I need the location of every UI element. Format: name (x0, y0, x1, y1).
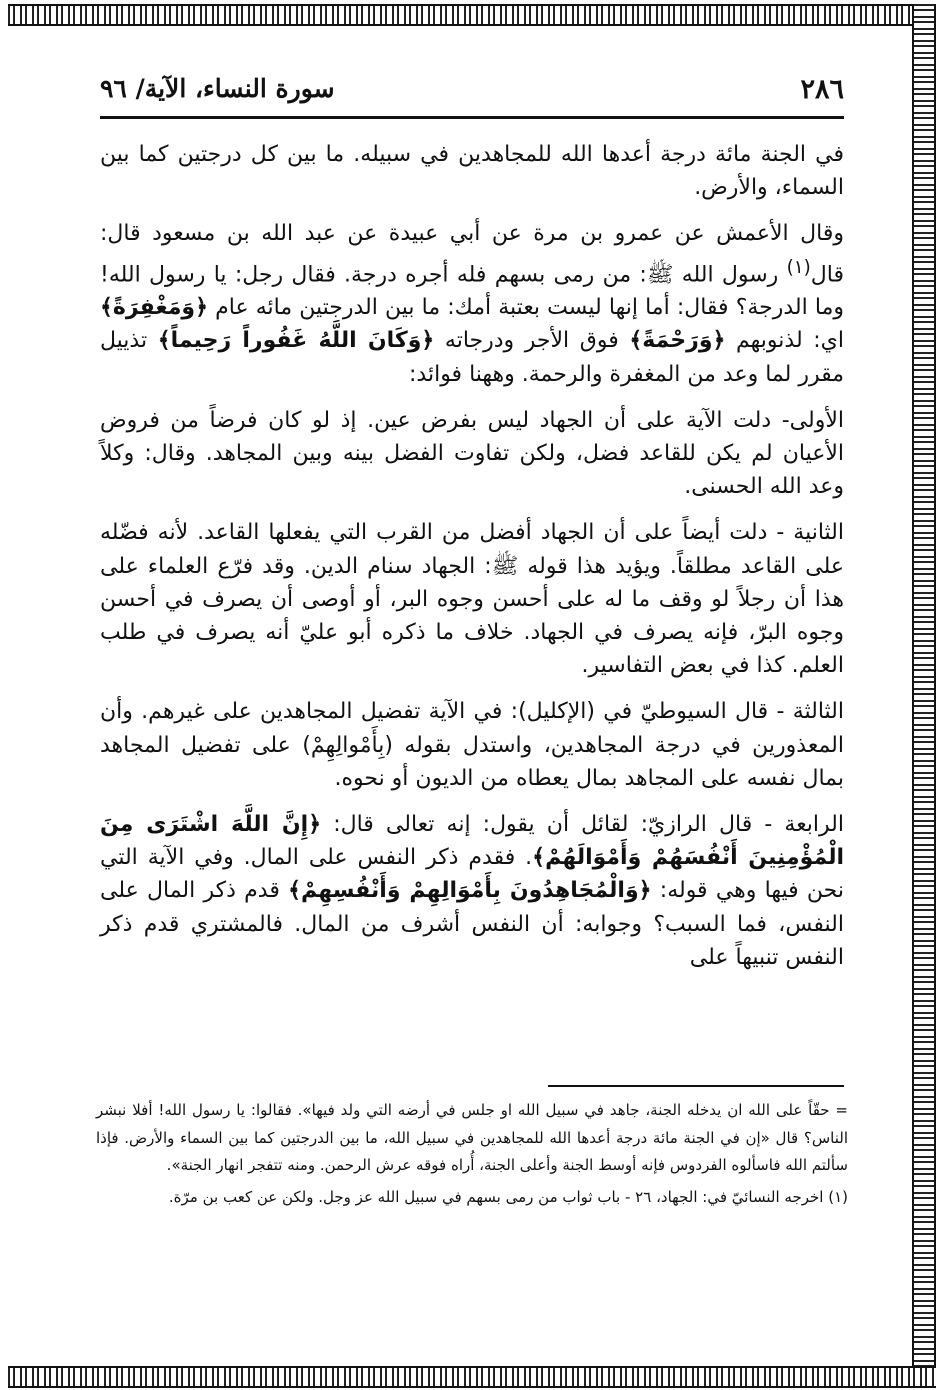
quran-quote-rahma: ﴿وَرَحْمَةً﴾ (629, 328, 726, 354)
paragraph-1: في الجنة مائة درجة أعدها الله للمجاهدين في سبيله. ما بين كل درجتين كما بين السماء، والأرض. (100, 142, 844, 201)
running-title: سورة النساء، الآية/ ٩٦ (100, 74, 335, 103)
border-top (8, 4, 936, 26)
paragraph-2-text-a: وقال الأعمش عن عمرو بن مرة عن أبي عبيدة عن عبد الله بن مسعود قال: قال (100, 221, 844, 287)
paragraph-4: الثانية - دلت أيضاً على أن الجهاد أفضل من القرب التي يفعلها القاعد. لأنه فضّله على القاعد مطلقاً. ويؤيد هذا قوله ﷺ: الجهاد سنام الدين. وقد فرّع العلماء على هذا أن رجلاً لو وقف ما له على أحسن وجوه البر، أو أوصى أن يصرف في أحسن وجوه البرّ، فإنه يصرف في الجهاد. خلاف ما ذكره أبو عليّ أنه يصرف في طلب العلم. كذا في بعض التفاسير. (100, 520, 844, 679)
paragraph-2-text-c: اي: لذنوبهم (725, 328, 844, 354)
paragraph-2-text-d: فوق الأجر ودرجاته (434, 328, 630, 354)
paragraph-6-text-b: . فقدم ذكر النفس على المال. وفي الآية التي نحن فيها وهي قوله: (100, 845, 844, 904)
quran-quote-ghafur: ﴿وَكَانَ اللَّهُ غَفُوراً رَحِيماً﴾ (157, 328, 435, 354)
border-right (912, 4, 936, 1388)
quran-quote-ishtara: ﴿إِنَّ اللَّهَ اشْتَرَى مِنَ الْمُؤْمِنِينَ أَنْفُسَهُمْ وَأَمْوَالَهُمْ﴾ (100, 811, 844, 871)
page-number: ٢٨٦ (800, 74, 844, 105)
running-header (100, 74, 844, 119)
footnote-continuation: = حقّاً على الله ان يدخله الجنة، جاهد في سبيل الله او جلس في أرضه التي ولد فيها». فقالوا: يا رسول الله! أفلا نبشر الناس؟ قال «إن في الجنة مائة درجة أعدها الله للمجاهدين في سبيل الله، ما بين الدرجتين كما بين السماء والأرض. فإذا سألتم الله فاسألوه الفردوس فإنه أوسط الجنة وأعلى الجنة، أُراه فوقه عرش الرحمن. ومنه تتفجر انهار الجنة». (96, 1101, 848, 1174)
paragraph-2-text-b: رسول الله ﷺ: من رمى بسهم فله أجره درجة. فقال رجل: يا رسول الله! وما الدرجة؟ فقال: أما إنها ليست بعتبة أمك: ما بين الدرجتين مائه عام (100, 261, 844, 321)
paragraph-2 (100, 217, 844, 390)
paragraph-6-text-a: الرابعة - قال الرازيّ: لقائل أن يقول: إنه تعالى قال: (321, 811, 844, 837)
quran-quote-mujahidun: ﴿وَالْمُجَاهِدُونَ بِأَمْوَالِهِمْ وَأَنْفُسِهِمْ﴾ (288, 878, 652, 904)
border-bottom (8, 1366, 936, 1388)
main-text (100, 138, 844, 987)
quran-quote-maghfira: ﴿وَمَغْفِرَةً﴾ (100, 295, 209, 321)
paragraph-2-text-e: تذييل مقرر لما وعد من المغفرة والرحمة. وههنا فوائد: (100, 328, 844, 387)
paragraph-5: الثالثة - قال السيوطيّ في (الإكليل): في الآية تفضيل المجاهدين على غيرهم. وأن المعذورين في درجة المجاهدين، واستدل بقوله (بِأَمْوالِهِمْ) على تفضيل المجاهد بمال نفسه على المجاهد بمال يعطاه من الديون أو نحوه. (100, 699, 844, 791)
footnote-1: (١) اخرجه النسائيّ في: الجهاد، ٢٦ - باب ثواب من رمى بسهم في سبيل الله عز وجل. ولكن عن كعب بن مرّة. (168, 1187, 848, 1206)
footnotes (96, 1097, 848, 1215)
footnote-ref-1: (١) (786, 256, 811, 278)
footnote-separator (548, 1085, 844, 1087)
paragraph-6-text-c: قدم ذكر المال على النفس، فما السبب؟ وجوابه: أن النفس أشرف من المال. فالمشتري قدم ذكر النفس تنبيهاً على (100, 878, 844, 970)
paragraph-6 (100, 808, 844, 974)
paragraph-3: الأولى- دلت الآية على أن الجهاد ليس بفرض عين. إذ لو كان فرضاً من فروض الأعيان لم يكن للقاعد فضل، ولكن تفاوت الفضل بينه وبين المجاهد. وقال: وكلاً وعد الله الحسنى. (100, 407, 844, 500)
